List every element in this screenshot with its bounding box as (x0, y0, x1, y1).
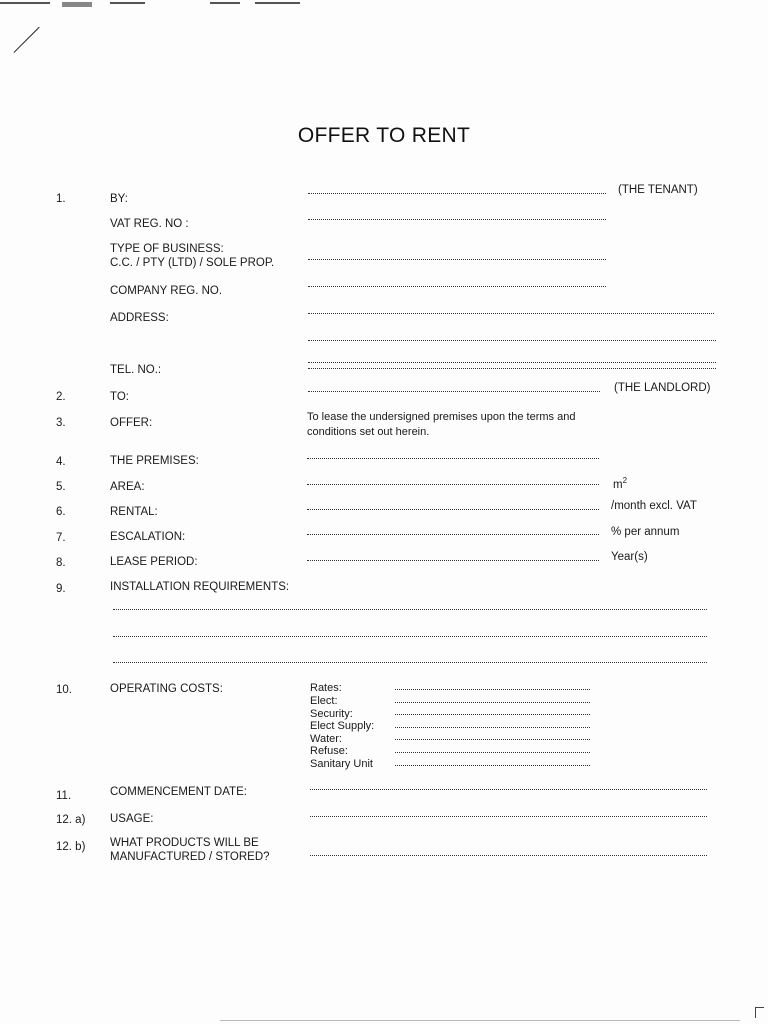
field-business-type[interactable] (308, 259, 606, 260)
item-number: 9. (56, 583, 66, 595)
label-lease-period: LEASE PERIOD: (110, 556, 198, 568)
label-offer: OFFER: (110, 417, 153, 429)
field-elect-supply[interactable] (395, 727, 590, 728)
label-premises: THE PREMISES: (110, 455, 199, 467)
field-rental[interactable] (307, 509, 599, 510)
operating-cost-label: Elect Supply: (310, 720, 375, 732)
item-number: 10. (56, 684, 72, 696)
field-usage[interactable] (310, 816, 707, 817)
item-number: 3. (56, 417, 66, 429)
scan-artifact-bottom (220, 1020, 740, 1021)
field-landlord[interactable] (308, 391, 600, 392)
unit-area (613, 474, 627, 492)
label-business-kinds: C.C. / PTY (LTD) / SOLE PROP. (110, 257, 275, 269)
operating-cost-label: Security: (310, 708, 353, 720)
label-operating-costs: OPERATING COSTS: (110, 683, 223, 695)
label-address: ADDRESS: (110, 312, 169, 324)
field-company-reg[interactable] (308, 286, 606, 287)
pen-mark (14, 27, 40, 53)
field-tenant[interactable] (308, 193, 606, 194)
field-commencement-date[interactable] (310, 789, 707, 790)
item-number: 1. (56, 193, 66, 205)
label-tel: TEL. NO.: (110, 364, 162, 376)
operating-cost-label: Rates: (310, 682, 342, 694)
label-type-of-business: TYPE OF BUSINESS: (110, 243, 224, 255)
note-landlord: (THE LANDLORD) (614, 382, 711, 394)
scan-artifact-top (0, 0, 768, 10)
operating-cost-label: Sanitary Unit (310, 758, 373, 770)
item-number: 5. (56, 481, 66, 493)
label-escalation: ESCALATION: (110, 531, 186, 543)
note-tenant: (THE TENANT) (618, 184, 698, 196)
field-sanitary-unit[interactable] (395, 765, 590, 766)
item-number: 7. (56, 532, 66, 544)
field-area[interactable] (307, 484, 599, 485)
field-address-line-2[interactable] (308, 340, 716, 341)
label-products: WHAT PRODUCTS WILL BE (110, 837, 259, 849)
field-water[interactable] (395, 739, 590, 740)
label-installation: INSTALLATION REQUIREMENTS: (110, 581, 290, 593)
operating-cost-label: Water: (310, 733, 342, 745)
unit-area-base: m (613, 478, 623, 491)
offer-text-line-1: To lease the undersigned premises upon the terms and (307, 411, 576, 423)
label-area: AREA: (110, 481, 145, 493)
item-number: 2. (56, 391, 66, 403)
item-number: 4. (56, 456, 66, 468)
field-escalation[interactable] (307, 534, 599, 535)
unit-rental: /month excl. VAT (611, 500, 697, 512)
unit-lease-period: Year(s) (611, 551, 648, 563)
item-number: 6. (56, 506, 66, 518)
field-premises[interactable] (307, 458, 599, 459)
field-rates[interactable] (395, 689, 590, 690)
field-address-line-1[interactable] (308, 313, 714, 314)
field-installation-line-1[interactable] (113, 609, 707, 610)
label-vat: VAT REG. NO : (110, 218, 189, 230)
corner-mark (755, 1007, 764, 1018)
label-to: TO: (110, 391, 129, 403)
label-company-reg: COMPANY REG. NO. (110, 285, 223, 297)
field-lease-period[interactable] (307, 560, 599, 561)
item-number: 11. (56, 790, 72, 802)
field-refuse[interactable] (395, 752, 590, 753)
field-vat[interactable] (308, 219, 606, 220)
item-number: 12. a) (56, 814, 86, 826)
label-commencement-date: COMMENCEMENT DATE: (110, 786, 247, 798)
field-security[interactable] (395, 714, 590, 715)
field-tel[interactable] (308, 368, 716, 369)
label-usage: USAGE: (110, 813, 154, 825)
label-rental: RENTAL: (110, 506, 158, 518)
unit-area-superscript: 2 (622, 476, 628, 485)
unit-escalation: % per annum (611, 526, 680, 538)
label-products-stored: MANUFACTURED / STORED? (110, 851, 270, 863)
field-address-line-3[interactable] (308, 362, 716, 363)
item-number: 8. (56, 557, 66, 569)
field-installation-line-3[interactable] (113, 662, 707, 663)
offer-text-line-2: conditions set out herein. (307, 426, 430, 438)
field-products[interactable] (310, 855, 707, 856)
item-number: 12. b) (56, 841, 86, 853)
label-by: BY: (110, 193, 128, 205)
operating-cost-label: Refuse: (310, 745, 348, 757)
operating-cost-label: Elect: (310, 695, 338, 707)
field-installation-line-2[interactable] (113, 636, 707, 637)
field-elect[interactable] (395, 702, 590, 703)
page-title: OFFER TO RENT (297, 124, 471, 147)
